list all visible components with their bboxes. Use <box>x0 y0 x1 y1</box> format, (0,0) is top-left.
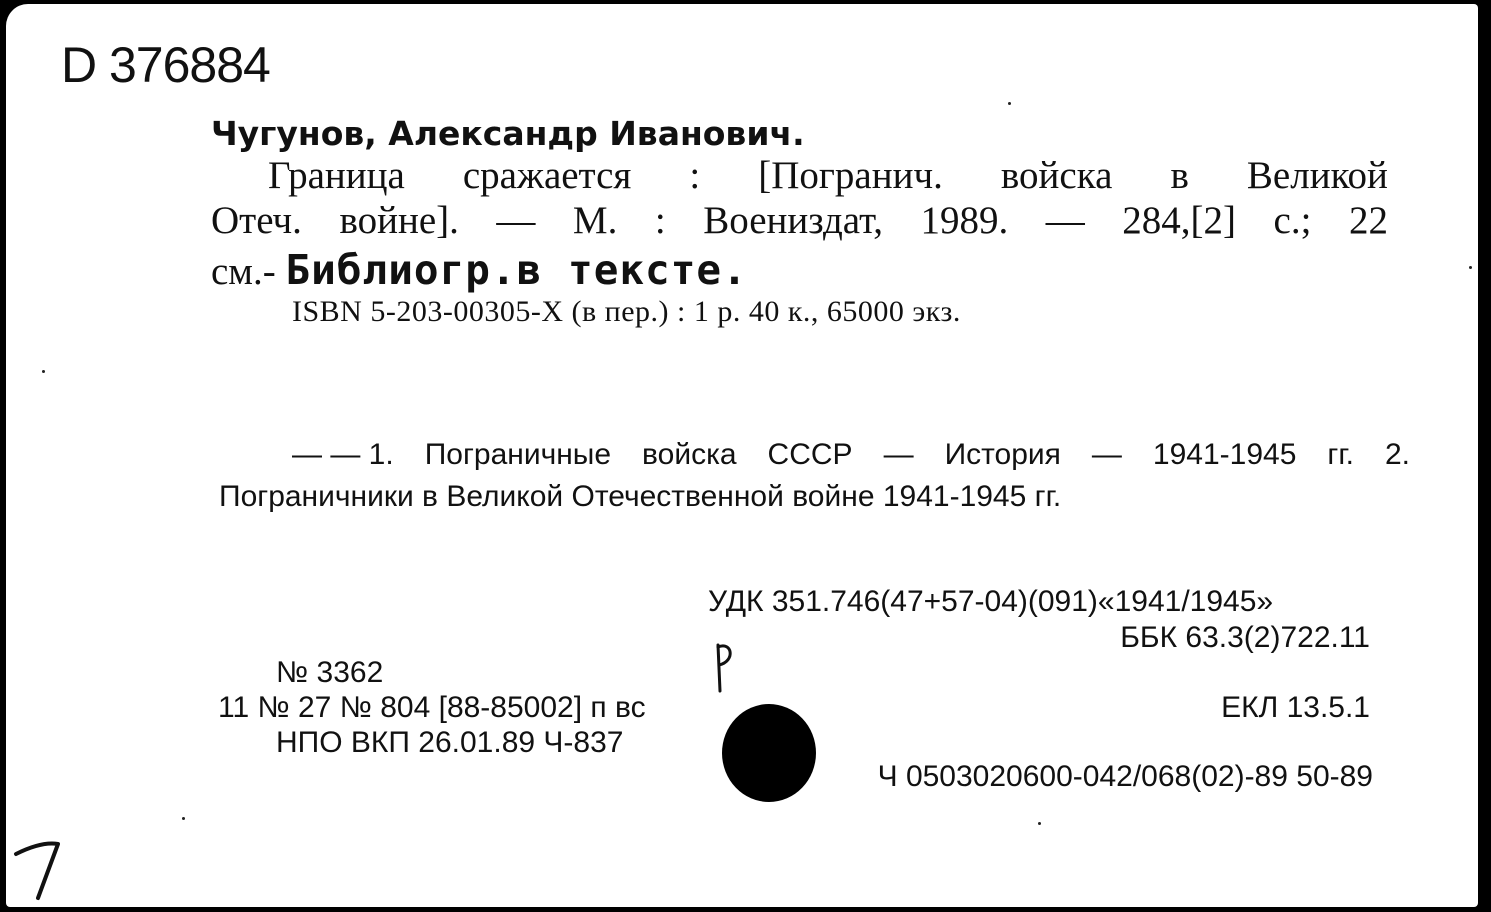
subject-word: Пограничные <box>424 438 612 471</box>
title-word: 22 <box>1348 199 1388 242</box>
title-word: Великой <box>1246 154 1388 197</box>
title-word: 1989. <box>920 199 1009 242</box>
title-line-1 <box>268 156 1388 195</box>
title-word: : <box>654 199 666 242</box>
npo-line: НПО ВКП 26.01.89 Ч-837 <box>276 726 624 759</box>
dust-speck <box>1469 266 1472 269</box>
udc-code: УДК 351.746(47+57-04)(091)«1941/1945» <box>708 585 1274 618</box>
title-word: Отеч. <box>211 199 302 242</box>
dust-speck <box>42 370 45 373</box>
title-word: М. <box>572 199 618 242</box>
title-word: 284,[2] <box>1122 199 1236 242</box>
accession-number: D 376884 <box>61 37 270 93</box>
title-word: с.; <box>1273 199 1312 242</box>
size-suffix: см.- <box>211 250 276 293</box>
bbk-code: ББК 63.3(2)722.11 <box>1120 621 1370 654</box>
subject-word: 1941-1945 <box>1152 438 1297 471</box>
catalog-card <box>6 4 1478 907</box>
title-word: [Погранич. <box>758 154 943 197</box>
title-line-2 <box>211 201 1388 240</box>
subject-word: — — 1. <box>292 438 394 471</box>
subjects-line-2: Пограничники в Великой Отечественной войне 1941-1945 гг. <box>219 480 1062 513</box>
title-word: сражается <box>462 154 632 197</box>
title-word: — <box>496 199 536 242</box>
subject-word: гг. <box>1327 438 1354 471</box>
subject-word: СССР <box>767 438 853 471</box>
title-word: : <box>689 154 701 197</box>
card-number: № 3362 <box>276 656 384 689</box>
index-code: Ч 0503020600-042/068(02)-89 50-89 <box>877 760 1373 793</box>
title-word: — <box>1045 199 1085 242</box>
title-word: в <box>1170 154 1189 197</box>
dust-speck <box>1008 102 1011 105</box>
dust-speck <box>1038 822 1041 825</box>
title-word: Граница <box>268 154 405 197</box>
title-line-3 <box>211 246 748 294</box>
subject-word: 2. <box>1384 438 1410 471</box>
handwritten-letter-mark <box>706 639 742 695</box>
isbn-line: ISBN 5-203-00305-Х (в пер.) : 1 р. 40 к., 65000 экз. <box>292 295 961 328</box>
subject-word: История <box>944 438 1061 471</box>
handwritten-number-mark <box>10 840 70 904</box>
subjects-line-1 <box>292 440 1410 470</box>
typed-bibliography-note: Библиогр.в тексте. <box>285 246 748 294</box>
subject-word: — <box>1091 438 1122 471</box>
title-word: Воениздат, <box>703 199 883 242</box>
reference-line: 11 № 27 № 804 [88-85002] п вс <box>218 691 646 724</box>
dust-speck <box>182 817 185 820</box>
ekl-code: ЕКЛ 13.5.1 <box>1221 691 1370 724</box>
subject-word: — <box>883 438 914 471</box>
author-heading: Чугунов, Александр Иванович. <box>211 114 805 153</box>
title-word: войска <box>1000 154 1113 197</box>
subject-word: войска <box>642 438 737 471</box>
title-word: войне]. <box>339 199 459 242</box>
ink-blot <box>722 704 816 802</box>
